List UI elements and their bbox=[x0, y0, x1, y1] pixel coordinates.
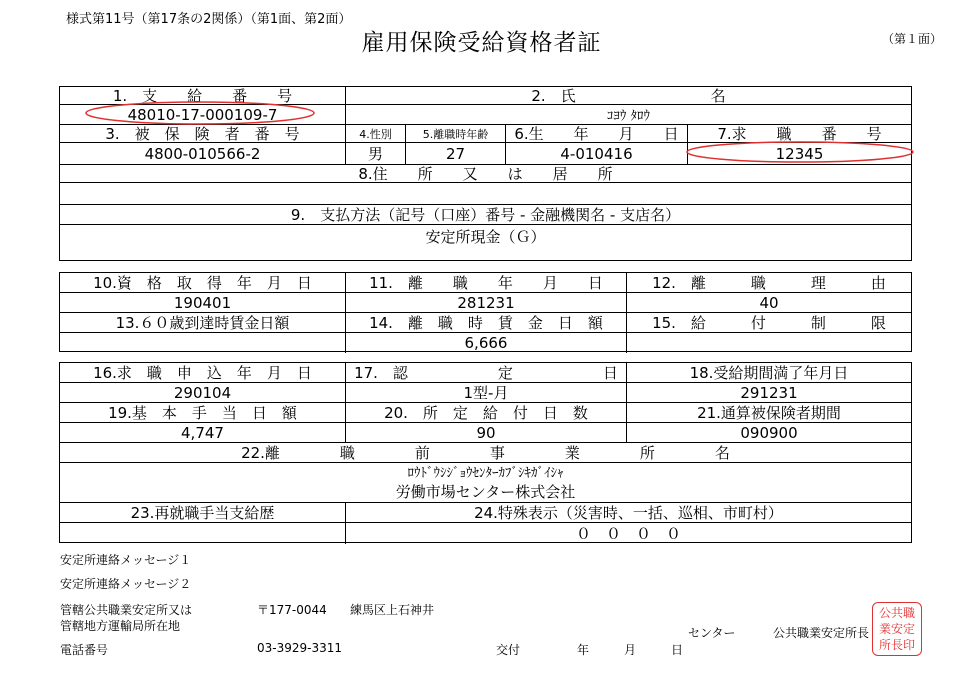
row-value-22 bbox=[60, 463, 911, 503]
separation-reason: 40 bbox=[626, 293, 911, 312]
sex-value: 男 bbox=[345, 143, 405, 164]
header-insured-period: 21.通算被保険者期間 bbox=[626, 403, 911, 422]
header-separation-date: 11. 離 職 年 月 日 bbox=[345, 273, 626, 292]
issue-label: 交付 bbox=[496, 643, 521, 657]
center-label: センター bbox=[688, 626, 736, 640]
seal-line-3: 所長印 bbox=[878, 638, 915, 652]
certification-date: 1型-月 bbox=[345, 383, 626, 402]
form-number: 様式第11号（第17条の2関係）（第1面、第2面） bbox=[66, 12, 352, 27]
row-header-3-7 bbox=[60, 125, 911, 143]
header-address: 8.住 所 又 は 居 所 bbox=[358, 165, 613, 182]
insured-period: 090900 bbox=[626, 423, 911, 442]
row-value-10-12 bbox=[60, 293, 911, 313]
message-1: 安定所連絡メッセージ１ bbox=[60, 553, 192, 567]
row-value-1-2 bbox=[60, 105, 911, 125]
official-seal bbox=[872, 602, 922, 656]
row-header-13-15 bbox=[60, 313, 911, 333]
header-separation-reason: 12. 離 職 理 由 bbox=[626, 273, 911, 292]
header-name: 2. 氏 名 bbox=[345, 87, 911, 104]
header-reemployment-history: 23.再就職手当支給歴 bbox=[130, 504, 275, 522]
row-header-22 bbox=[60, 443, 911, 463]
phone-number: 03-3929-3311 bbox=[257, 641, 343, 655]
insured-number: 4800-010566-2 bbox=[144, 144, 261, 163]
previous-employer-kana: ﾛｳﾄﾞｳｼｼﾞｮｳｾﾝﾀｰｶﾌﾞｼｷｶﾞｲｼｬ bbox=[407, 465, 564, 481]
row-value-3-7 bbox=[60, 143, 911, 165]
header-wage-at-separation: 14. 離 職 時 賃 金 日 額 bbox=[345, 313, 626, 332]
row-value-19-21 bbox=[60, 423, 911, 443]
header-qualification-date: 10.資 格 取 得 年 月 日 bbox=[93, 274, 312, 292]
row-header-19-21 bbox=[60, 403, 911, 423]
row-header-1-2 bbox=[60, 87, 911, 105]
benefit-days: 90 bbox=[345, 423, 626, 442]
header-sex: 4.性別 bbox=[345, 125, 405, 142]
address-value bbox=[60, 183, 911, 204]
row-header-16-18 bbox=[60, 363, 911, 383]
phone-label: 電話番号 bbox=[60, 643, 109, 657]
header-special-indication: 24.特殊表示（災害時、一括、巡相、市町村） bbox=[345, 503, 911, 522]
period-end: 291231 bbox=[626, 383, 911, 402]
row-value-8 bbox=[60, 183, 911, 205]
payment-method: 安定所現金（Ｇ） bbox=[425, 228, 546, 246]
header-application-date: 16.求 職 申 込 年 月 日 bbox=[93, 364, 312, 382]
page-title: 雇用保険受給資格者証 bbox=[361, 30, 602, 56]
qualification-date: 190401 bbox=[173, 293, 232, 312]
header-previous-employer: 22.離 職 前 事 業 所 名 bbox=[241, 444, 730, 462]
header-wage-at-60: 13.６０歳到達時賃金日額 bbox=[115, 314, 290, 332]
header-period-end: 18.受給期間満了年月日 bbox=[626, 363, 911, 382]
office-label-1: 管轄公共職業安定所又は bbox=[60, 603, 193, 617]
wage-at-separation: 6,666 bbox=[345, 333, 626, 353]
section-qualification bbox=[59, 272, 912, 352]
row-header-9 bbox=[60, 205, 911, 225]
director-label: 公共職業安定所長 bbox=[773, 626, 870, 640]
wage-at-60 bbox=[60, 333, 345, 353]
row-header-10-12 bbox=[60, 273, 911, 293]
row-value-23-24 bbox=[60, 523, 911, 544]
issue-year: 年 bbox=[577, 643, 590, 657]
header-daily-allowance: 19.基 本 手 当 日 額 bbox=[108, 404, 297, 422]
birth-date: 4-010416 bbox=[505, 143, 687, 164]
separation-date: 281231 bbox=[345, 293, 626, 312]
header-payment-number: 1. 支 給 番 号 bbox=[112, 87, 293, 104]
section-personal bbox=[59, 86, 912, 261]
office-label-2: 管轄地方運輸局所在地 bbox=[60, 619, 181, 633]
header-birth-date: 6.生 年 月 日 bbox=[505, 125, 687, 142]
previous-employer bbox=[60, 463, 911, 502]
reemployment-history bbox=[60, 523, 345, 544]
job-number: 12345 bbox=[687, 143, 911, 164]
daily-allowance: 4,747 bbox=[181, 423, 224, 442]
special-indication: ０ ０ ０ ０ bbox=[345, 523, 911, 544]
previous-employer-name: 労働市場センター株式会社 bbox=[395, 482, 576, 501]
row-value-13-15 bbox=[60, 333, 911, 353]
message-2: 安定所連絡メッセージ２ bbox=[60, 577, 192, 591]
row-value-16-18 bbox=[60, 383, 911, 403]
name-value: ｺﾖｳ ﾀﾛｳ bbox=[345, 105, 911, 124]
office-address: 練馬区上石神井 bbox=[350, 603, 435, 617]
postal-code: 〒177-0044 bbox=[257, 603, 327, 617]
header-certification-date: 17. 認 定 日 bbox=[345, 363, 626, 382]
application-date: 290104 bbox=[173, 383, 232, 402]
benefit-restriction bbox=[626, 333, 911, 353]
age-value: 27 bbox=[405, 143, 505, 164]
header-benefit-days: 20. 所 定 給 付 日 数 bbox=[345, 403, 626, 422]
section-benefits bbox=[59, 362, 912, 543]
header-payment-method: 9. 支払方法（記号（口座）番号 - 金融機関名 - 支店名） bbox=[290, 206, 681, 224]
row-header-23-24 bbox=[60, 503, 911, 523]
row-value-9 bbox=[60, 225, 911, 262]
issue-day: 日 bbox=[671, 643, 684, 657]
seal-line-1: 公共職 bbox=[878, 606, 915, 620]
header-job-number: 7.求 職 番 号 bbox=[687, 125, 911, 142]
payment-number: 48010-17-000109-7 bbox=[127, 105, 278, 124]
page-label: （第１面） bbox=[882, 32, 943, 46]
issue-month: 月 bbox=[624, 643, 637, 657]
row-header-8 bbox=[60, 165, 911, 183]
header-age: 5.離職時年齢 bbox=[405, 125, 505, 142]
header-insured-number: 3. 被 保 険 者 番 号 bbox=[105, 125, 300, 142]
seal-line-2: 業安定 bbox=[878, 622, 915, 636]
header-benefit-restriction: 15. 給 付 制 限 bbox=[626, 313, 911, 332]
